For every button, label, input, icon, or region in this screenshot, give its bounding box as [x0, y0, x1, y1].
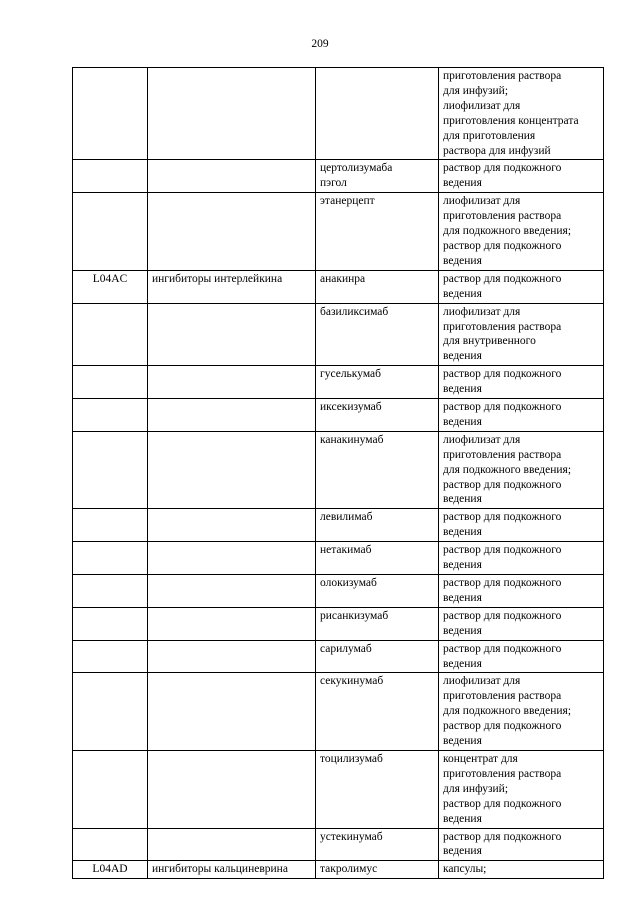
drug-group-cell	[148, 828, 316, 861]
dosage-form-cell: раствор для подкожного ведения	[439, 366, 604, 399]
drug-list-table	[72, 67, 604, 879]
atc-code-cell	[73, 509, 148, 542]
drug-group-cell	[148, 542, 316, 575]
table-row	[73, 160, 604, 193]
page-number: 209	[311, 38, 329, 50]
atc-code-cell	[73, 575, 148, 608]
table-row	[73, 828, 604, 861]
atc-code-cell	[73, 431, 148, 509]
atc-code-cell	[73, 193, 148, 271]
drug-group-cell	[148, 193, 316, 271]
table-row	[73, 542, 604, 575]
dosage-form-cell: раствор для подкожного ведения	[439, 828, 604, 861]
drug-group-cell	[148, 509, 316, 542]
drug-group-cell	[148, 303, 316, 366]
dosage-form-cell: раствор для подкожного ведения	[439, 399, 604, 432]
drug-group-cell	[148, 68, 316, 160]
atc-code-cell: L04AC	[73, 270, 148, 303]
drug-group-cell	[148, 640, 316, 673]
drug-group-cell: ингибиторы интерлейкина	[148, 270, 316, 303]
dosage-form-cell: концентрат для приготовления раствора для инфузий; раствор для подкожного ведения	[439, 750, 604, 828]
dosage-form-cell: раствор для подкожного ведения	[439, 640, 604, 673]
drug-name-cell: сарилумаб	[316, 640, 439, 673]
table-row	[73, 431, 604, 509]
table-row	[73, 366, 604, 399]
table-row	[73, 750, 604, 828]
drug-name-cell: такролимус	[316, 861, 439, 879]
drug-name-cell	[316, 68, 439, 160]
dosage-form-cell: раствор для подкожного ведения	[439, 542, 604, 575]
dosage-form-cell: раствор для подкожного ведения	[439, 575, 604, 608]
atc-code-cell	[73, 399, 148, 432]
dosage-form-cell: лиофилизат для приготовления раствора для подкожного введения; раствор для подкожного ведения	[439, 673, 604, 751]
drug-group-cell	[148, 431, 316, 509]
dosage-form-cell: лиофилизат для приготовления раствора для внутривенного ведения	[439, 303, 604, 366]
table-row	[73, 270, 604, 303]
drug-name-cell: базиликсимаб	[316, 303, 439, 366]
dosage-form-cell: раствор для подкожного ведения	[439, 160, 604, 193]
table-row	[73, 673, 604, 751]
drug-group-cell: ингибиторы кальциневрина	[148, 861, 316, 879]
table-row	[73, 861, 604, 879]
drug-group-cell	[148, 160, 316, 193]
drug-name-cell: канакинумаб	[316, 431, 439, 509]
atc-code-cell	[73, 750, 148, 828]
drug-group-cell	[148, 366, 316, 399]
dosage-form-cell: раствор для подкожного ведения	[439, 270, 604, 303]
atc-code-cell	[73, 607, 148, 640]
drug-name-cell: иксекизумаб	[316, 399, 439, 432]
dosage-form-cell: приготовления раствора для инфузий; лиофилизат для приготовления концентрата для приготовления раствора для инфузий	[439, 68, 604, 160]
dosage-form-cell: лиофилизат для приготовления раствора для подкожного введения; раствор для подкожного ведения	[439, 193, 604, 271]
atc-code-cell	[73, 366, 148, 399]
table-row	[73, 399, 604, 432]
atc-code-cell	[73, 542, 148, 575]
drug-group-cell	[148, 399, 316, 432]
drug-name-cell: гуселькумаб	[316, 366, 439, 399]
atc-code-cell	[73, 68, 148, 160]
table-row	[73, 575, 604, 608]
atc-code-cell	[73, 160, 148, 193]
drug-name-cell: анакинра	[316, 270, 439, 303]
drug-group-cell	[148, 575, 316, 608]
atc-code-cell	[73, 828, 148, 861]
drug-group-cell	[148, 673, 316, 751]
drug-group-cell	[148, 607, 316, 640]
atc-code-cell	[73, 673, 148, 751]
drug-name-cell: левилимаб	[316, 509, 439, 542]
table-row	[73, 193, 604, 271]
drug-name-cell: нетакимаб	[316, 542, 439, 575]
table-row	[73, 640, 604, 673]
atc-code-cell: L04AD	[73, 861, 148, 879]
drug-name-cell: тоцилизумаб	[316, 750, 439, 828]
drug-name-cell: рисанкизумаб	[316, 607, 439, 640]
drug-name-cell: цертолизумаба пэгол	[316, 160, 439, 193]
dosage-form-cell: капсулы;	[439, 861, 604, 879]
table-row	[73, 607, 604, 640]
drug-name-cell: олокизумаб	[316, 575, 439, 608]
dosage-form-cell: раствор для подкожного ведения	[439, 509, 604, 542]
table-row	[73, 509, 604, 542]
drug-name-cell: этанерцепт	[316, 193, 439, 271]
drug-name-cell: устекинумаб	[316, 828, 439, 861]
dosage-form-cell: лиофилизат для приготовления раствора для подкожного введения; раствор для подкожного ведения	[439, 431, 604, 509]
drug-group-cell	[148, 750, 316, 828]
atc-code-cell	[73, 303, 148, 366]
drug-name-cell: секукинумаб	[316, 673, 439, 751]
table-row	[73, 68, 604, 160]
table-row	[73, 303, 604, 366]
atc-code-cell	[73, 640, 148, 673]
dosage-form-cell: раствор для подкожного ведения	[439, 607, 604, 640]
